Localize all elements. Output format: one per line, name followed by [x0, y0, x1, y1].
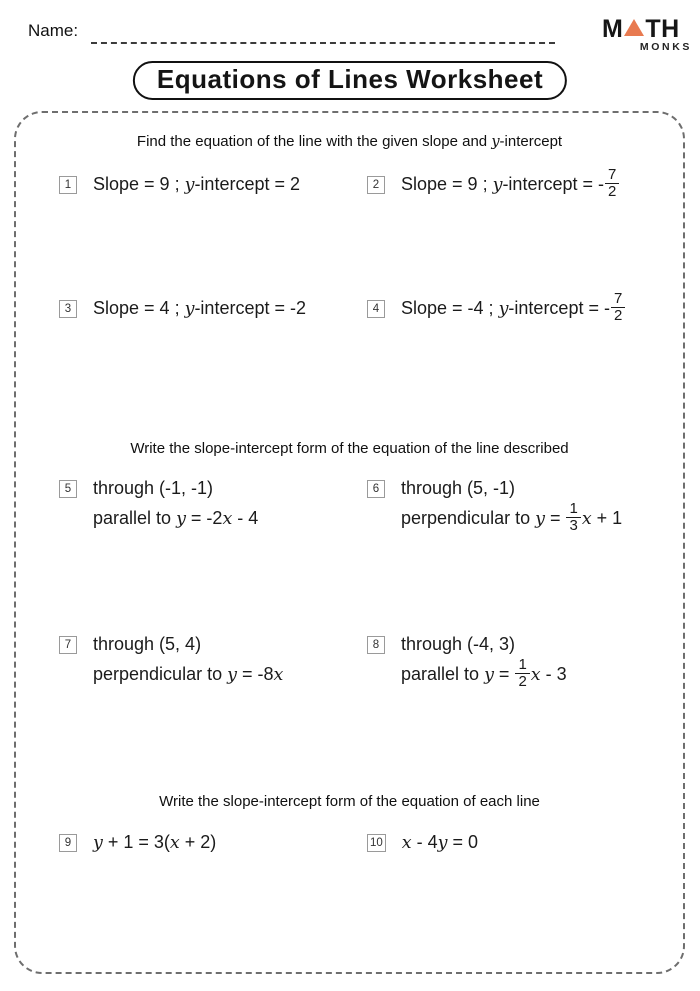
worksheet-body	[14, 111, 685, 974]
problem-8	[367, 629, 567, 692]
logo-letters-th: TH	[645, 15, 680, 43]
problem-number: 7	[59, 636, 77, 654]
problem-text: through (5, 4) perpendicular to y = -8x	[93, 634, 284, 685]
problem-4	[367, 290, 626, 326]
name-label: Name:	[28, 21, 79, 40]
problem-text: Slope = -4 ; y-intercept = - $\frac{7}{2}$	[401, 293, 626, 326]
triangle-icon	[624, 19, 644, 36]
problem-10	[367, 827, 478, 858]
name-fill-line	[91, 28, 555, 44]
logo-letter-m: M	[602, 15, 624, 43]
problem-number: 2	[367, 176, 385, 194]
section-1-instruction: Find the equation of the line with the given slope and y-intercept	[136, 133, 563, 150]
problem-number: 4	[367, 300, 385, 318]
problem-number: 5	[59, 480, 77, 498]
problem-text: through (-1, -1) parallel to y = -2x - 4	[93, 478, 259, 529]
problem-text: y + 1 = 3(x + 2)	[93, 832, 217, 853]
problem-number: 10	[367, 834, 386, 852]
problem-9	[59, 827, 216, 858]
problem-text: Slope = 9 ; y-intercept = 2	[93, 174, 300, 195]
problem-number: 8	[367, 636, 385, 654]
problem-text: through (5, -1) perpendicular to y = $\frac{1}{3}$ x + 1	[401, 478, 623, 534]
logo-subtitle: MONKS	[639, 41, 692, 53]
problem-1	[59, 169, 300, 200]
problem-number: 6	[367, 480, 385, 498]
problem-text: Slope = 4 ; y-intercept = -2	[93, 298, 306, 319]
section-2-instruction: Write the slope-intercept form of the equation of the line described	[130, 440, 569, 457]
problem-text: through (-4, 3) parallel to y = $\frac{1}{2}$ x - 3	[401, 634, 567, 690]
page-title: Equations of Lines Worksheet	[133, 61, 567, 100]
problem-number: 1	[59, 176, 77, 194]
problem-text: x - 4y = 0	[401, 832, 479, 853]
problem-text: Slope = 9 ; y-intercept = - $\frac{7}{2}$	[401, 169, 620, 202]
problem-2	[367, 166, 620, 202]
section-3-instruction: Write the slope-intercept form of the equation of each line	[159, 793, 540, 810]
math-monks-logo	[602, 16, 692, 53]
problem-number: 9	[59, 834, 77, 852]
logo-wordmark	[602, 16, 692, 42]
problem-number: 3	[59, 300, 77, 318]
problem-3	[59, 293, 306, 324]
problem-7	[59, 629, 283, 690]
problem-6	[367, 473, 622, 536]
problem-5	[59, 473, 258, 534]
